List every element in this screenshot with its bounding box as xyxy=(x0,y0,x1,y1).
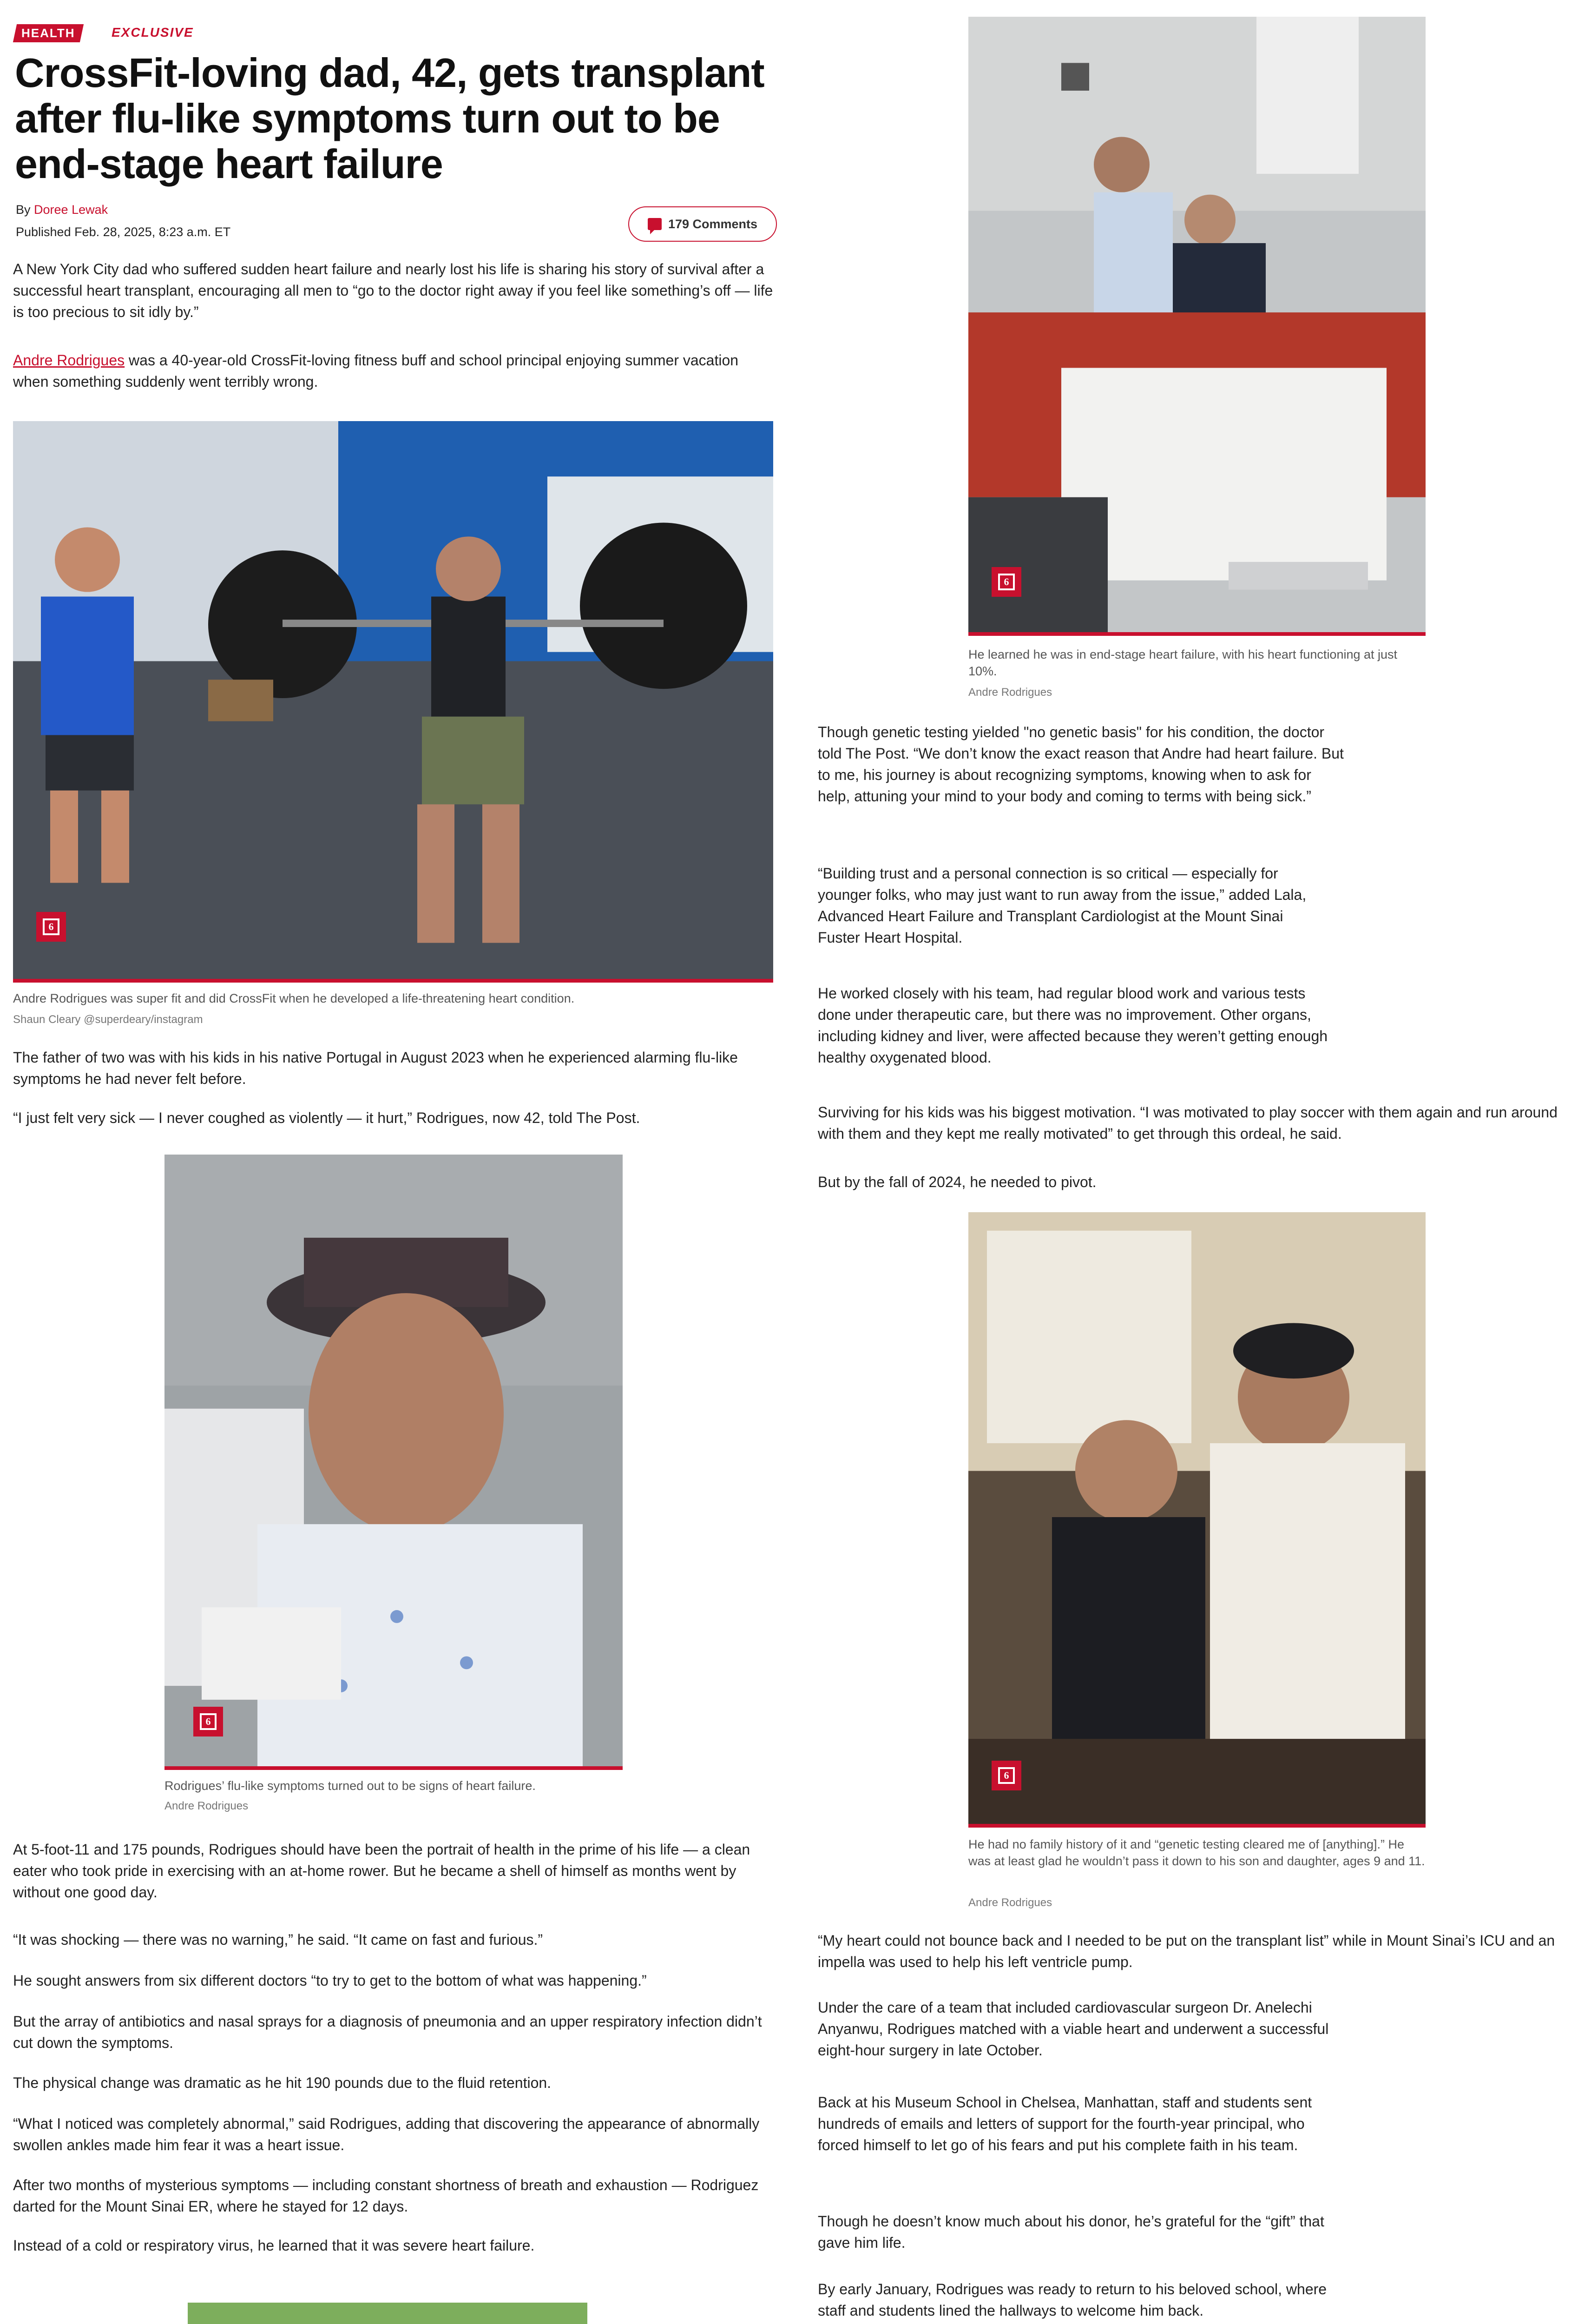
paragraph: A New York City dad who suffered sudden heart failure and nearly lost his life is sharing his story of survival after a successful heart transplant, encouraging all men to “go to the doctor right away if you feel like something’s off — life is too precious to sit idly by.” xyxy=(13,261,773,320)
image-caption: Rodrigues’ flu-like symptoms turned out to be signs of heart failure. xyxy=(164,1779,536,1793)
inline-link[interactable]: Andre Rodrigues xyxy=(13,352,125,369)
paragraph: But by the fall of 2024, he needed to pivot. xyxy=(818,1174,1097,1190)
headline: CrossFit-loving dad, 42, gets transplant after flu-like symptoms turn out to be end-stage heart failure xyxy=(15,50,764,187)
article-image-father-son[interactable] xyxy=(968,1212,1426,1828)
paragraph: Under the care of a team that included cardiovascular surgeon Dr. Anelechi Anyanwu, Rodrigues matched with a viable heart and underwent a successful eight-hour surgery in late October. xyxy=(818,1999,1329,2059)
comments-button[interactable] xyxy=(628,206,777,242)
paragraph: Back at his Museum School in Chelsea, Manhattan, staff and students sent hundreds of emails and letters of support for the fourth-year principal, who forced himself to let go of his fears and put his complete faith in his team. xyxy=(818,2094,1312,2153)
comments-count: 179 Comments xyxy=(668,217,758,231)
nypost-logo xyxy=(193,1707,223,1736)
paragraph: “Building trust and a personal connection is so critical — especially for younger folks, who may just want to run away from the issue,” added Lala, Advanced Heart Failure and Transplant Cardiologist at the Mount Sinai Fuster Heart Hospital. xyxy=(818,865,1307,946)
paragraph: Though he doesn’t know much about his donor, he’s grateful for the “gift” that gave him life. xyxy=(818,2213,1324,2251)
published-date: Published Feb. 28, 2025, 8:23 a.m. ET xyxy=(16,225,231,239)
nypost-logo xyxy=(36,912,66,942)
nypost-logo xyxy=(992,1761,1021,1790)
nypost-logo-glyph: 6 xyxy=(43,918,59,935)
comment-bubble-icon xyxy=(648,218,662,230)
image-caption: He learned he was in end-stage heart failure, with his heart functioning at just 10%. xyxy=(968,647,1398,678)
hospital-selfie-photo xyxy=(164,1155,623,1766)
paragraph: The physical change was dramatic as he hit 190 pounds due to the fluid retention. xyxy=(13,2074,552,2091)
crossfit-photo xyxy=(13,421,773,979)
paragraph: After two months of mysterious symptoms — including constant shortness of breath and exhaustion — Rodriguez darted for the Mount Sinai ER, where he stayed for 12 days. xyxy=(13,2177,759,2215)
image-credit: Andre Rodrigues xyxy=(968,686,1052,699)
image-credit: Shaun Cleary @superdeary/instagram xyxy=(13,1013,203,1026)
paragraph: “What I noticed was completely abnormal,” said Rodrigues, adding that discovering the appearance of abnormally swollen ankles made him fear it was a heart issue. xyxy=(13,2115,760,2153)
exclusive-tag: EXCLUSIVE xyxy=(112,25,194,40)
byline xyxy=(16,203,108,217)
image-caption: Andre Rodrigues was super fit and did CrossFit when he developed a life-threatening heart condition. xyxy=(13,991,575,1005)
paragraph: But the array of antibiotics and nasal sprays for a diagnosis of pneumonia and an upper respiratory infection didn’t cut down the symptoms. xyxy=(13,2013,762,2051)
author-link[interactable]: Doree Lewak xyxy=(34,203,108,217)
paragraph: At 5-foot-11 and 175 pounds, Rodrigues should have been the portrait of health in the prime of his life — a clean eater who took pride in exercising with an at-home rower. But he became a shell of himself as months went by without one good day. xyxy=(13,1841,750,1901)
byline-prefix: By xyxy=(16,203,31,217)
article-image-kettlebells[interactable] xyxy=(188,2303,587,2324)
paragraph xyxy=(13,350,775,392)
image-credit: Andre Rodrigues xyxy=(164,1800,249,1812)
article-image-hospital-bed[interactable] xyxy=(968,17,1426,636)
section-tag-health[interactable] xyxy=(13,24,84,42)
section-tag-label: HEALTH xyxy=(21,26,75,40)
nypost-logo-glyph: 6 xyxy=(998,574,1015,590)
paragraph: “I just felt very sick — I never coughed as violently — it hurt,” Rodrigues, now 42, told The Post. xyxy=(13,1109,640,1126)
paragraph: By early January, Rodrigues was ready to return to his beloved school, where staff and students lined the hallways to welcome him back. xyxy=(818,2281,1327,2319)
nypost-logo-glyph: 6 xyxy=(998,1767,1015,1784)
article-image-hospital-selfie[interactable] xyxy=(164,1155,623,1770)
image-credit: Andre Rodrigues xyxy=(968,1896,1052,1909)
paragraph: Surviving for his kids was his biggest motivation. “I was motivated to play soccer with them again and run around with them and they kept me really motivated” to get through this ordeal, he said. xyxy=(818,1104,1558,1142)
hospital-bed-photo xyxy=(968,17,1426,632)
paragraph: He sought answers from six different doctors “to try to get to the bottom of what was happening.” xyxy=(13,1972,647,1989)
paragraph-text: was a 40-year-old CrossFit-loving fitness buff and school principal enjoying summer vacation when something suddenly went terribly wrong. xyxy=(13,352,739,390)
paragraph: He worked closely with his team, had regular blood work and various tests done under therapeutic care, but there was no improvement. Other organs, including kidney and liver, were affected because they weren’t getting enough healthy oxygenated blood. xyxy=(818,985,1328,1066)
paragraph: “My heart could not bounce back and I needed to be put on the transplant list” while in Mount Sinai’s ICU and an impella was used to help his left ventricle pump. xyxy=(818,1932,1555,1970)
paragraph: Though genetic testing yielded "no genetic basis" for his condition, the doctor told The Post. “We don’t know the exact reason that Andre had heart failure. But to me, his journey is about recognizing symptoms, knowing when to ask for help, attuning your mind to your body and coming to terms with being sick.” xyxy=(818,724,1344,805)
kettlebell-photo xyxy=(188,2303,587,2324)
paragraph: “It was shocking — there was no warning,” he said. “It came on fast and furious.” xyxy=(13,1931,543,1948)
father-son-photo xyxy=(968,1212,1426,1824)
nypost-logo-glyph: 6 xyxy=(200,1713,217,1730)
nypost-logo xyxy=(992,567,1021,597)
paragraph: Instead of a cold or respiratory virus, he learned that it was severe heart failure. xyxy=(13,2237,535,2254)
article-image-crossfit[interactable] xyxy=(13,421,773,983)
image-caption: He had no family history of it and “genetic testing cleared me of [anything].” He was at least glad he wouldn’t pass it down to his son and daughter, ages 9 and 11. xyxy=(968,1837,1425,1868)
paragraph: The father of two was with his kids in his native Portugal in August 2023 when he experienced alarming flu-like symptoms he had never felt before. xyxy=(13,1049,738,1087)
